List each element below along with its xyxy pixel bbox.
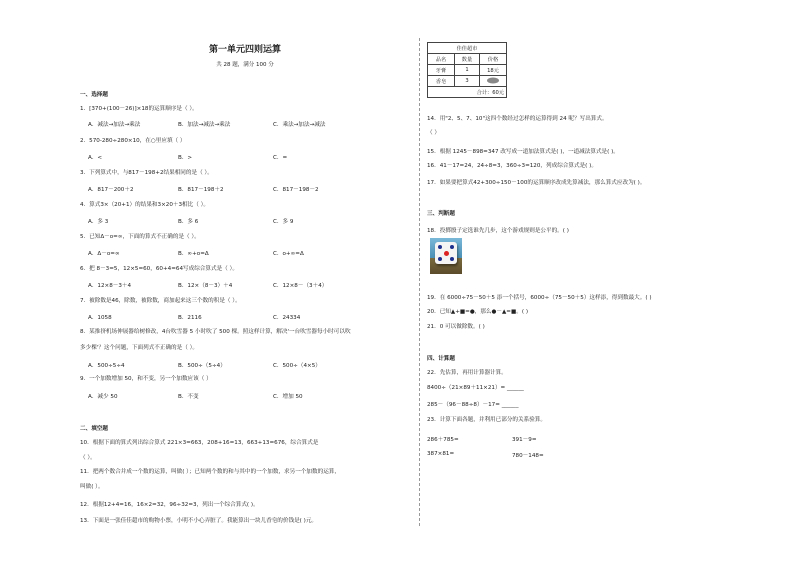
question-text: 19．在 6000÷75－50＋5 添一个括号，6000÷（75－50＋5）这样添，得到数最大。( ): [427, 295, 652, 301]
question-text: 22．先估算，再用计算器计算。: [427, 370, 507, 376]
receipt-header-name: 品名: [428, 54, 455, 65]
answer-option: A．500÷5÷4: [88, 363, 125, 369]
calc-expression: 780－148=: [512, 453, 544, 459]
question-text: 5．已知Δ－o=∞，下面的算式不正确的是（ ）。: [80, 234, 200, 240]
answer-option: B．2116: [178, 315, 202, 321]
receipt-store-name: 佳佳超市: [428, 43, 507, 54]
answer-option: A．减法→加法→乘法: [88, 122, 141, 128]
answer-option: B．12×（8－3）＋4: [178, 283, 233, 289]
answer-option: A．12×8－3＋4: [88, 283, 132, 289]
answer-option: B．多 6: [178, 219, 199, 225]
answer-option: B．加法→减法→乘法: [178, 122, 231, 128]
page-title: 第一单元四则运算: [208, 45, 281, 55]
question-text: 3．下列算式中，与817－198+2结果相同的是（ ）。: [80, 170, 213, 176]
answer-option: B．不变: [178, 394, 199, 400]
answer-option: B．∞+o=Δ: [178, 251, 209, 257]
answer-option: A．减少 50: [88, 394, 118, 400]
receipt-total: 合计：60元: [428, 87, 507, 98]
section-heading: 一、选择题: [80, 92, 108, 98]
answer-option: C．24334: [273, 315, 301, 321]
dice-icon: [435, 242, 457, 264]
receipt-cell: 香皂: [428, 76, 455, 87]
question-text: 13．下面是一张佳佳超市的购物小票，小明不小心弄脏了。我能算出一块儿香皂的价钱是( )元。: [80, 518, 318, 524]
answer-option: A．多 3: [88, 219, 109, 225]
question-text: （ ）。: [80, 455, 96, 461]
question-text: 17．如果要把算式42+300÷150－100的运算顺序改成先算减法，那么算式应改为( )。: [427, 180, 646, 186]
answer-option: C．=: [273, 155, 288, 161]
answer-option: C．增加 50: [273, 394, 303, 400]
answer-option: C．乘法→加法→减法: [273, 122, 326, 128]
section-heading: 二、填空题: [80, 426, 108, 432]
answer-option: A．1058: [88, 315, 112, 321]
question-text: 2．570-280÷280×10，在○里应填（ ）: [80, 138, 186, 144]
receipt-cell: 3: [455, 76, 480, 87]
answer-option: C．500÷（4×5）: [273, 363, 321, 369]
calc-expression: 286＋785=: [427, 437, 459, 443]
question-text: 6．把 8－3=5，12×5=60，60+4=64写成综合算式是（ ）。: [80, 266, 238, 272]
question-text: 20．已知▲+■=●，那么●－▲=■。( ): [427, 309, 529, 315]
column-divider: [419, 38, 420, 526]
answer-option: B．817－198＋2: [178, 187, 224, 193]
question-text: 18．投掷骰子定选谁先几步，这个游戏规则是公平的。( ): [427, 228, 569, 234]
question-text: 15．根据 1245－898=347 改写成一道加法算式是( )，一道减法算式是( )。: [427, 149, 619, 155]
question-text: 叫做( ）。: [80, 484, 104, 490]
question-text: 4．算式3×（20+1）的结果和3×20＋3相比（ ）。: [80, 202, 209, 208]
answer-option: C．o+∞=Δ: [273, 251, 304, 257]
question-text: 21．0 可以做除数。( ): [427, 324, 485, 330]
question-text: 7．被除数是46，除数，被除数，商加起来这三个数的积是（ ）。: [80, 298, 241, 304]
receipt-header-qty: 数量: [455, 54, 480, 65]
stain-icon: [480, 76, 507, 87]
page-subtitle: 共 28 题，满分 100 分: [216, 62, 274, 68]
question-text: 16．41－17=24，24÷8=3，360÷3=120，列成综合算式是( )。: [427, 163, 597, 169]
answer-option: A．817－200＋2: [88, 187, 134, 193]
question-text: 1．[370+(100－26)]×18的运算顺序是（ ）。: [80, 106, 198, 112]
receipt-cell: 1: [455, 65, 480, 76]
answer-option: C．多 9: [273, 219, 294, 225]
section-heading: 三、判断题: [427, 211, 455, 217]
question-text: 12．根据12+4=16，16×2=32，96÷32=3，列出一个综合算式( )。: [80, 502, 259, 508]
answer-option: A．Δ－o=∞: [88, 251, 120, 257]
answer-option: C．12×8－（3＋4）: [273, 283, 328, 289]
receipt-table: [427, 42, 507, 98]
question-text: （ ）: [427, 130, 440, 136]
answer-option: A．<: [88, 155, 103, 161]
answer-option: B．500÷（5÷4）: [178, 363, 226, 369]
calc-expression: 391－9=: [512, 437, 537, 443]
question-text: 11．把两个数合并成一个数的运算，叫做( ）；已知两个数的和与其中的一个加数，求另一个加数的运算，: [80, 469, 340, 475]
dice-image: [430, 238, 462, 274]
question-text: 23．计算下面各题，并利用已部分的关系验算。: [427, 417, 546, 423]
receipt-cell: 18元: [480, 65, 507, 76]
receipt-header-price: 价格: [480, 54, 507, 65]
answer-option: C．817－198－2: [273, 187, 319, 193]
calc-expression: 387×81=: [427, 451, 455, 457]
question-text: 14．用"2、5、7、10"这四个数经过怎样的运算得到 24 呢？写出算式。: [427, 116, 608, 122]
question-text: 9．一个加数增加 50，和不变，另一个加数应该（ ）: [80, 376, 212, 382]
question-text: 285－（96－88÷8）－17= ______: [427, 402, 519, 408]
section-heading: 四、计算题: [427, 356, 455, 362]
answer-option: B．>: [178, 155, 193, 161]
question-text: 8400÷（21×89＋11×21）= ______: [427, 385, 524, 391]
question-text: 8．某推挤机场伸展器给树修改，4台吹雪器 5 小时吹了 500 棵。照这样计算，解决'一台吹雪器每小时可以吹: [80, 329, 351, 335]
question-text: 多少棵'？这个问题，下面列式不正确的是（ ）。: [80, 345, 198, 351]
question-text: 10．根据下面的算式列出综合算式 221×3=663，208+16=13，663+13=676，综合算式是: [80, 440, 319, 446]
receipt-cell: 牙膏: [428, 65, 455, 76]
